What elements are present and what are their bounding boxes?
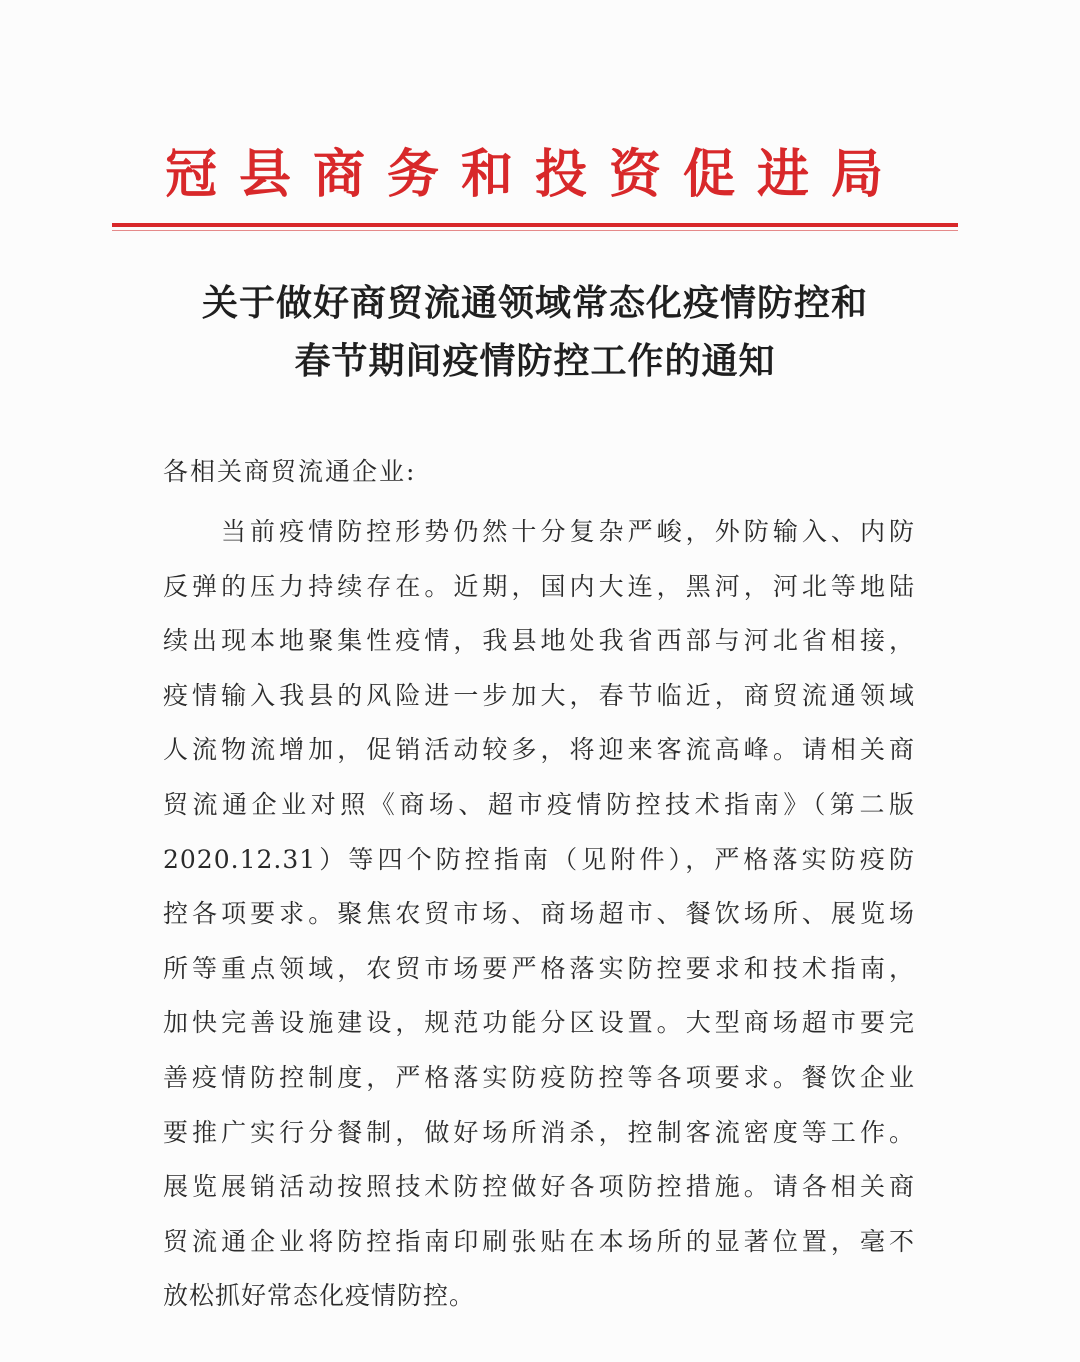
body-paragraph: [163, 505, 915, 1324]
document-title: [120, 275, 950, 391]
body-line: 反弹的压力持续存在。近期，国内大连，黑河，河北等地陆: [163, 571, 915, 601]
body-line: 人流物流增加，促销活动较多，将迎来客流高峰。请相关商: [163, 735, 915, 765]
body-line: 善疫情防控制度，严格落实防疫防控等各项要求。餐饮企业: [163, 1062, 915, 1092]
body-line: 当前疫情防控形势仍然十分复杂严峻，外防输入、内防: [221, 517, 915, 546]
letterhead-red-rule-thin: [112, 230, 958, 231]
organization-letterhead: 冠县商务和投资促进局: [164, 144, 905, 205]
body-line: 放松抓好常态化疫情防控。: [163, 1281, 476, 1311]
body-line: 疫情输入我县的风险进一步加大，春节临近，商贸流通领域: [163, 680, 915, 710]
body-line: 要推广实行分餐制，做好场所消杀，控制客流密度等工作。: [163, 1117, 915, 1147]
letterhead-red-rule: [112, 223, 958, 227]
body-line: 展览展销活动按照技术防控做好各项防控措施。请各相关商: [163, 1172, 915, 1202]
body-line: 贸流通企业将防控指南印刷张贴在本场所的显著位置，毫不: [163, 1226, 915, 1256]
body-line: 控各项要求。聚焦农贸市场、商场超市、餐饮场所、展览场: [163, 899, 915, 929]
document-title-line-1: 关于做好商贸流通领域常态化疫情防控和: [201, 283, 868, 324]
body-line: 2020.12.31）等四个防控指南（见附件），严格落实防疫防: [163, 844, 915, 874]
body-line: 续出现本地聚集性疫情，我县地处我省西部与河北省相接，: [163, 626, 915, 656]
document-title-line-2: 春节期间疫情防控工作的通知: [294, 341, 776, 382]
body-line: 加快完善设施建设，规范功能分区设置。大型商场超市要完: [163, 1008, 915, 1038]
body-line: 贸流通企业对照《商场、超市疫情防控技术指南》（第二版: [163, 789, 915, 819]
salutation: 各相关商贸流通企业:: [163, 457, 417, 486]
body-line: 所等重点领域，农贸市场要严格落实防控要求和技术指南，: [163, 953, 915, 983]
